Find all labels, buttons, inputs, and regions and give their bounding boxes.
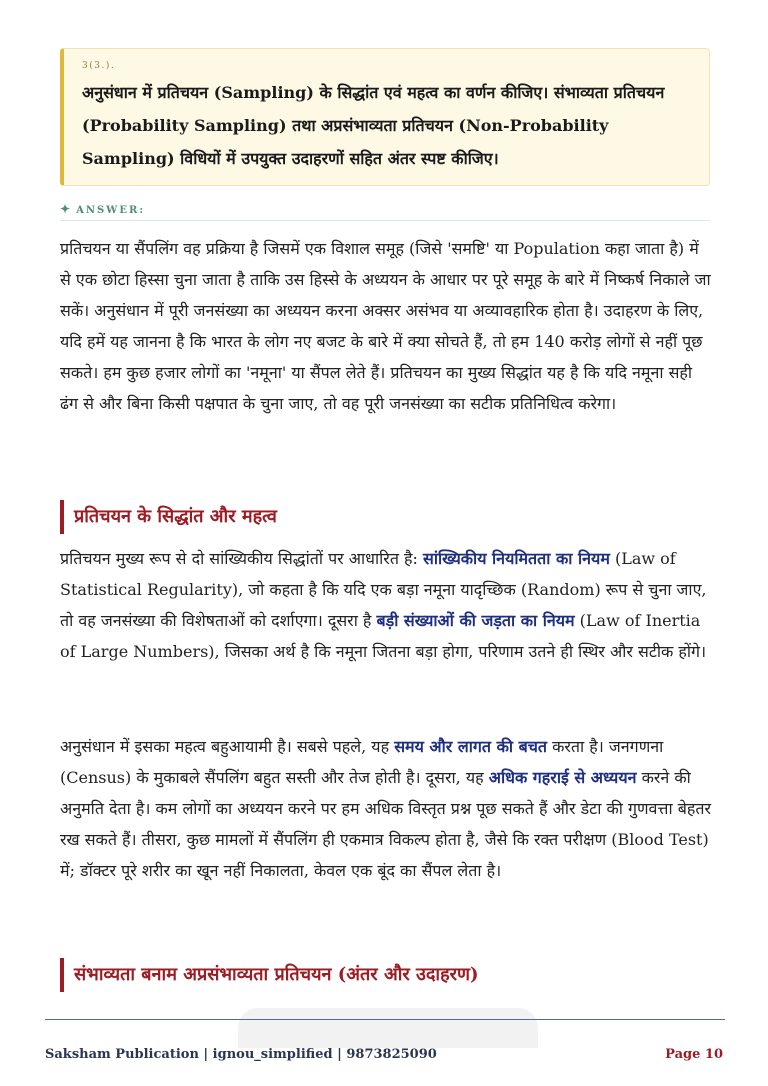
importance-text-1: अनुसंधान में इसका महत्व बहुआयामी है। सबसे पहले, यह — [60, 737, 395, 756]
sparkle-icon: ✦ — [60, 202, 73, 216]
importance-paragraph — [60, 731, 712, 886]
answer-label-text: ANSWER: — [76, 205, 146, 216]
principles-text-3: (Law of Inertia of Large Numbers), जिसका अर्थ है कि नमूना जितना बड़ा होगा, परिणाम उतने ही स्थिर और सटीक होंगे। — [60, 611, 707, 661]
question-box — [60, 48, 710, 186]
footer-publisher: Saksham Publication | ignou_simplified | 9873825090 — [45, 1047, 437, 1062]
answer-divider — [60, 220, 710, 221]
question-text: अनुसंधान में प्रतिचयन (Sampling) के सिद्धांत एवं महत्व का वर्णन कीजिए। संभाव्यता प्रतिचयन (Probability Sampling) तथा अप्रसंभाव्यता प्रतिचयन (Non-Probability Sampling) विधियों में उपयुक्त उदाहरणों सहित अंतर स्पष्ट कीजिए। — [82, 83, 665, 168]
question-number: 3(3.). — [82, 61, 116, 71]
importance-text-3: करने की अनुमति देता है। कम लोगों का अध्ययन करने पर हम अधिक विस्तृत प्रश्न पूछ सकते हैं और डेटा की गुणवत्ता बेहतर रख सकते हैं। तीसरा, कुछ मामलों में सैंपलिंग ही एकमात्र विकल्प होता है, जैसे कि रक्त परीक्षण (Blood Test) में; डॉक्टर पूरे शरीर का खून नहीं निकालता, केवल एक बूंद का सैंपल लेता है। — [60, 768, 712, 880]
principles-text-1: प्रतिचयन मुख्य रूप से दो सांख्यिकीय सिद्धांतों पर आधारित है: — [60, 549, 424, 568]
principles-text-2: (Law of Statistical Regularity), जो कहता है कि यदि एक बड़ा नमूना यादृच्छिक (Random) रूप से चुना जाए, तो वह जनसंख्या की विशेषताओं को दर्शाएगा। दूसरा है — [60, 549, 707, 630]
highlight-statistical-regularity: सांख्यिकीय नियमितता का नियम — [423, 549, 610, 568]
principles-paragraph — [60, 543, 712, 667]
page-number: Page 10 — [665, 1047, 723, 1062]
highlight-inertia-large-numbers: बड़ी संख्याओं की जड़ता का नियम — [376, 611, 575, 630]
watermark-shape — [238, 1008, 538, 1048]
intro-paragraph: प्रतिचयन या सैंपलिंग वह प्रक्रिया है जिसमें एक विशाल समूह (जिसे 'समष्टि' या Population कहा जाता है) में से एक छोटा हिस्सा चुना जाता है ताकि उस हिस्से के अध्ययन के आधार पर पूरे समूह के बारे में निष्कर्ष निकाले जा सकें। अनुसंधान में पूरी जनसंख्या का अध्ययन करना अक्सर असंभव या अव्यावहारिक होता है। उदाहरण के लिए, यदि हमें यह जानना है कि भारत के लोग नए बजट के बारे में क्या सोचते हैं, तो हम 140 करोड़ लोगों से नहीं पूछ सकते। हम कुछ हजार लोगों का 'नमूना' या सैंपल लेते हैं। प्रतिचयन का मुख्य सिद्धांत यह है कि यदि नमूना सही ढंग से और बिना किसी पक्षपात के चुना जाए, तो वह पूरी जनसंख्या का सटीक प्रतिनिधित्व करेगा। — [60, 239, 711, 413]
footer-divider — [45, 1019, 725, 1020]
highlight-time-cost-saving: समय और लागत की बचत — [394, 737, 548, 756]
answer-label — [60, 202, 145, 216]
highlight-in-depth-study: अधिक गहराई से अध्ययन — [488, 768, 637, 787]
importance-text-2: करता है। जनगणना (Census) के मुकाबले सैंपलिंग बहुत सस्ती और तेज होती है। दूसरा, यह — [60, 737, 664, 787]
section-heading-principles: प्रतिचयन के सिद्धांत और महत्व — [60, 500, 710, 534]
section-heading-probability-vs-nonprobability: संभाव्यता बनाम अप्रसंभाव्यता प्रतिचयन (अंतर और उदाहरण) — [60, 958, 710, 992]
